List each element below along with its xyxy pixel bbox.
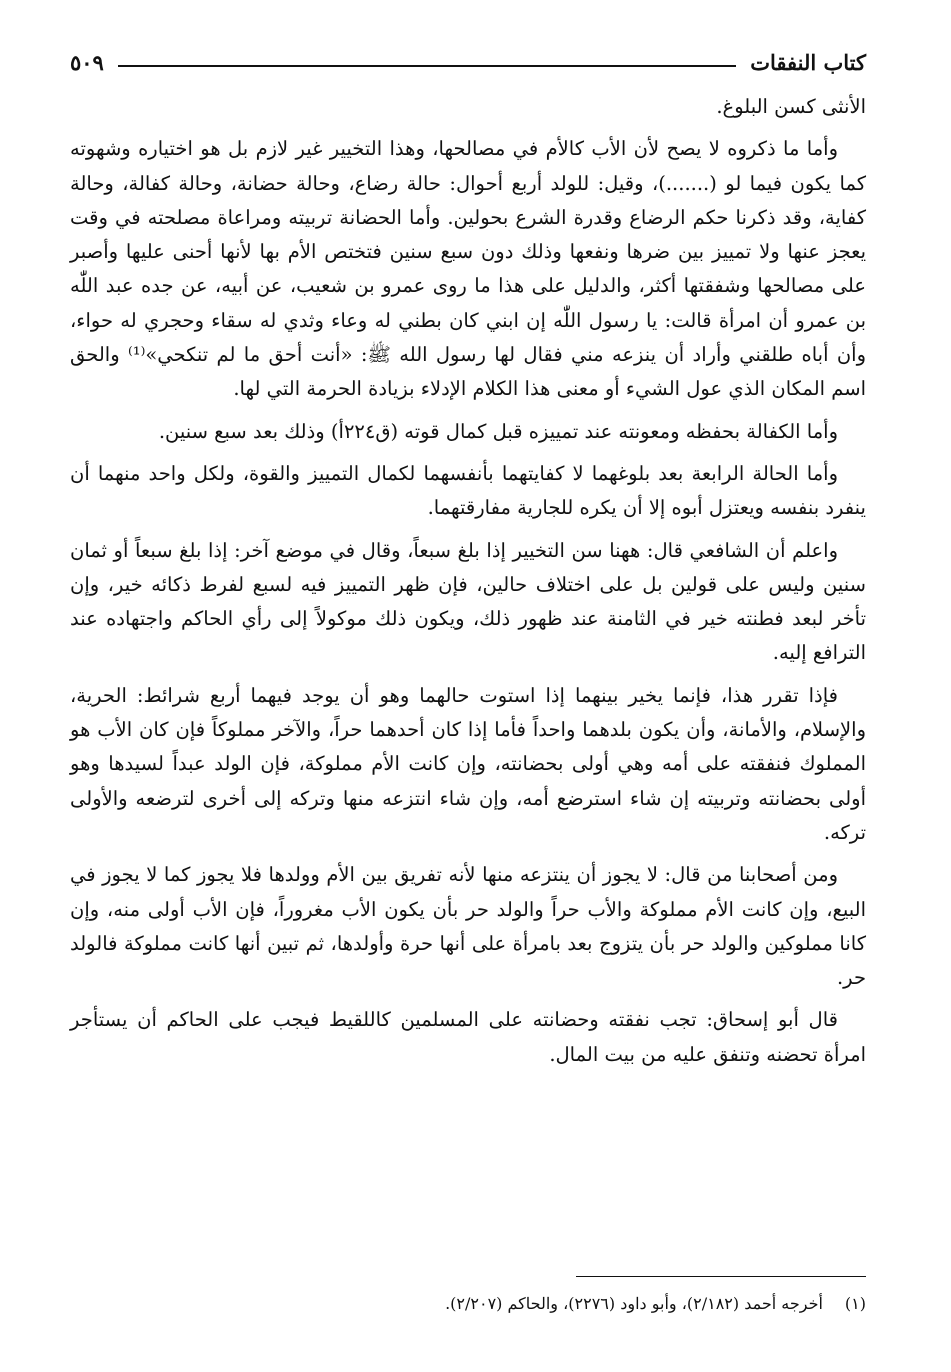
page-header xyxy=(70,40,866,84)
paragraph: ومن أصحابنا من قال: لا يجوز أن ينتزعه منها لأنه تفريق بين الأم وولدها فلا يجوز كما لا يجوز في البيع، وإن كانت الأم مملوكة والأب حراً والولد حر بأن يكون الأب مغروراً، فإن الأب أولى منه، وإن كانا مملوكين والولد حر بأن يتزوج بعد بامرأة على أنها حرة وأولدها، ثم تبين أنها كانت مملوكة فالولد حر. xyxy=(70,863,866,990)
paragraph: وأما ما ذكروه لا يصح لأن الأب كالأم في مصالحها، وهذا التخيير غير لازم بل هو اختياره وشهوته كما يكون فيما لو (.......)، وقيل: للولد أربع أحوال: حالة رضاع، وحالة حضانة، وحالة كفالة، وحالة كفاية، وقد ذكرنا حكم الرضاع وقدرة الشرع بحولين. وأما الحضانة تربيته ومراعاة مصلحته في وقت يعجز عنها ولا تمييز بين ضرها ونفعها وذلك دون سبع سنين فتختص الأم بها لأنها أحنى عليها وأصبر على مصالحها وشفقتها أكثر، والدليل على هذا ما روى عمرو بن شعيب، عن أبيه، عن جده عبد اللّٰه بن عمرو أن امرأة قالت: يا رسول اللّٰه إن ابني كان بطني له وعاء وثدي له سقاء وحجري له حواء، وأن أباه طلقني وأراد أن ينزعه مني فقال لها رسول الله ﷺ: «أنت أحق ما لم تنكحي»⁽¹⁾ والحق اسم المكان الذي عول الشيء أو معنى هذا الكلام الإدلاء بزيادة الحرمة التي لها. xyxy=(70,137,866,401)
main-text xyxy=(70,90,866,1072)
paragraph: قال أبو إسحاق: تجب نفقته وحضانته على المسلمين كاللقيط فيجب على الحاكم أن يستأجر امرأة تحضنه وتنفق عليه من بيت المال. xyxy=(70,1008,866,1066)
running-title: كتاب النفقات xyxy=(750,49,866,75)
page-number: ٥٠٩ xyxy=(70,49,104,75)
header-rule xyxy=(118,65,736,67)
paragraph: واعلم أن الشافعي قال: ههنا سن التخيير إذا بلغ سبعاً، وقال في موضع آخر: إذا بلغ سبعاً أو ثمان سنين وليس على قولين بل على اختلاف حالين، فإن ظهر التمييز فيه لسبع لفرط ذكائه خير، وإن تأخر لبعد فطنته خير في الثامنة عند ظهور ذلك، ويكون ذلك موكولاً إلى رأي الحاكم واجتهاده عند الترافع إليه. xyxy=(70,538,866,665)
footnote-rule xyxy=(576,1276,866,1277)
paragraph: وأما الكفالة بحفظه ومعونته عند تمييزه قبل كمال قوته (ق٢٢٤أ) وذلك بعد سبع سنين. xyxy=(158,419,838,443)
footnote xyxy=(70,1292,866,1316)
book-page xyxy=(70,40,866,1352)
footnote-text: أخرجه أحمد (٢/١٨٢)، وأبو داود (٢٢٧٦)، والحاكم (٢/٢٠٧). xyxy=(445,1294,823,1313)
footnote-number: (١) xyxy=(844,1294,866,1313)
paragraph: وأما الحالة الرابعة بعد بلوغهما لا كفايتهما بأنفسهما لكمال التمييز والقوة، ولكل واحد منهما أن ينفرد بنفسه ويعتزل أبوه إلا أن يكره للجارية مفارقتهما. xyxy=(70,461,866,520)
paragraph: فإذا تقرر هذا، فإنما يخير بينهما إذا استوت حالهما وهو أن يوجد فيهما أربع شرائط: الحرية، والإسلام، والأمانة، وأن يكون بلدهما واحداً فأما إذا كان أحدهما حراً، والآخر مملوكاً فإن كان الأب هو المملوك فنفقته على أمه وهي أولى بحضانته، وإن كانت الأم مملوكة، فإن الولد عبداً لسيدها وهو أولى بحضانته وتربيته إن شاء استرضع أمه، وإن شاء انتزعه منها وتركه إلى أخرى لترضعه والأولى تركه. xyxy=(70,683,866,844)
paragraph: الأنثى كسن البلوغ. xyxy=(716,95,866,118)
